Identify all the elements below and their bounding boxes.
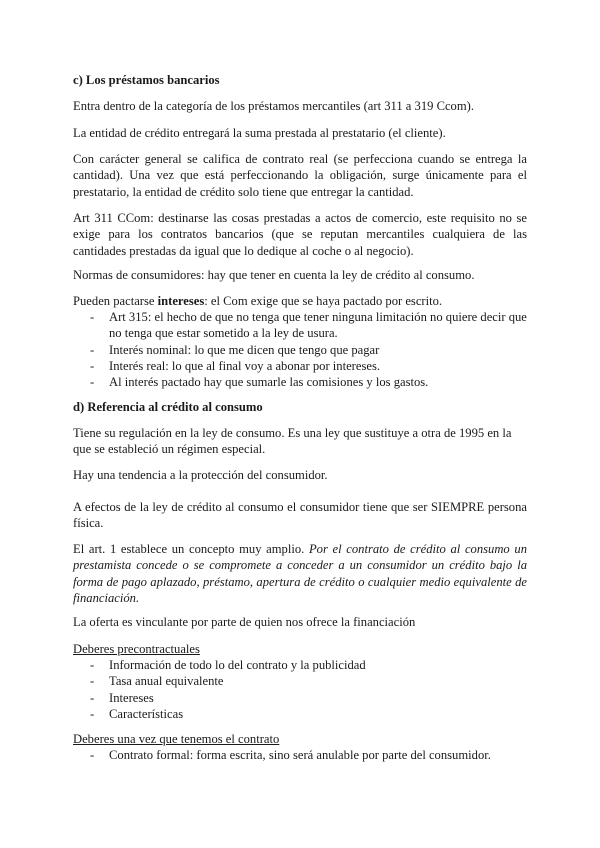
text-run: El art. 1 establece un concepto muy amplio. xyxy=(73,542,309,556)
list-item: - Art 315: el hecho de que no tenga que tener ninguna limitación no quiere decir que no tenga que estar sometido a la ley de usura. xyxy=(73,309,527,342)
precontractual-heading: Deberes precontractuales xyxy=(73,642,200,656)
section-c-heading: c) Los préstamos bancarios xyxy=(73,73,220,87)
paragraph: Normas de consumidores: hay que tener en cuenta la ley de crédito al consumo. xyxy=(73,268,475,282)
paragraph: La oferta es vinculante por parte de quien nos ofrece la financiación xyxy=(73,615,416,629)
paragraph-intereses xyxy=(73,293,527,309)
list-item: - Al interés pactado hay que sumarle las comisiones y los gastos. xyxy=(73,374,527,390)
paragraph: Con carácter general se califica de contrato real (se perfecciona cuando se entrega la cantidad). Una vez que está perfeccionando la obligación, surge únicamente para el prestatario, la entidad de crédito solo tiene que entregar la cantidad. xyxy=(73,152,527,199)
list-item: - Interés nominal: lo que me dicen que tengo que pagar xyxy=(73,342,527,358)
precontractual-list xyxy=(73,657,527,722)
paragraph: Art 311 CCom: destinarse las cosas prestadas a actos de comercio, este requisito no se exige para los contratos bancarios (que se reputan mercantiles cualquiera de las cantidades prestadas da igual que lo dedique al coche o al negocio). xyxy=(73,211,527,258)
interest-list xyxy=(73,309,527,390)
text-run: : el Com exige que se haya pactado por escrito. xyxy=(204,294,443,308)
post-contract-heading: Deberes una vez que tenemos el contrato xyxy=(73,732,280,746)
list-item: - Información de todo lo del contrato y la publicidad xyxy=(73,657,527,673)
italic-quote: Por el contrato de crédito al consumo un prestamista concede o se compromete a conceder a un consumidor un crédito bajo la forma de pago aplazado, préstamo, apertura de crédito o cualquier medio equivalente de financiación. xyxy=(73,542,527,605)
list-item: - Tasa anual equivalente xyxy=(73,673,527,689)
bold-term: intereses xyxy=(157,294,205,308)
paragraph: Hay una tendencia a la protección del consumidor. xyxy=(73,468,328,482)
section-d-heading: d) Referencia al crédito al consumo xyxy=(73,400,263,414)
paragraph: Tiene su regulación en la ley de consumo. Es una ley que sustituye a otra de 1995 en la que se estableció un régimen especial. xyxy=(73,426,512,457)
paragraph: A efectos de la ley de crédito al consumo el consumidor tiene que ser SIEMPRE persona física. xyxy=(73,500,527,531)
post-contract-list xyxy=(73,747,527,763)
list-item: - Interés real: lo que al final voy a abonar por intereses. xyxy=(73,358,527,374)
paragraph-definition xyxy=(73,541,527,606)
list-item: - Intereses xyxy=(73,690,527,706)
list-item: - Características xyxy=(73,706,527,722)
paragraph: La entidad de crédito entregará la suma prestada al prestatario (el cliente). xyxy=(73,126,446,140)
text-run: Pueden pactarse xyxy=(73,294,158,308)
paragraph: Entra dentro de la categoría de los préstamos mercantiles (art 311 a 319 Ccom). xyxy=(73,99,474,113)
list-item: - Contrato formal: forma escrita, sino será anulable por parte del consumidor. xyxy=(73,747,527,763)
